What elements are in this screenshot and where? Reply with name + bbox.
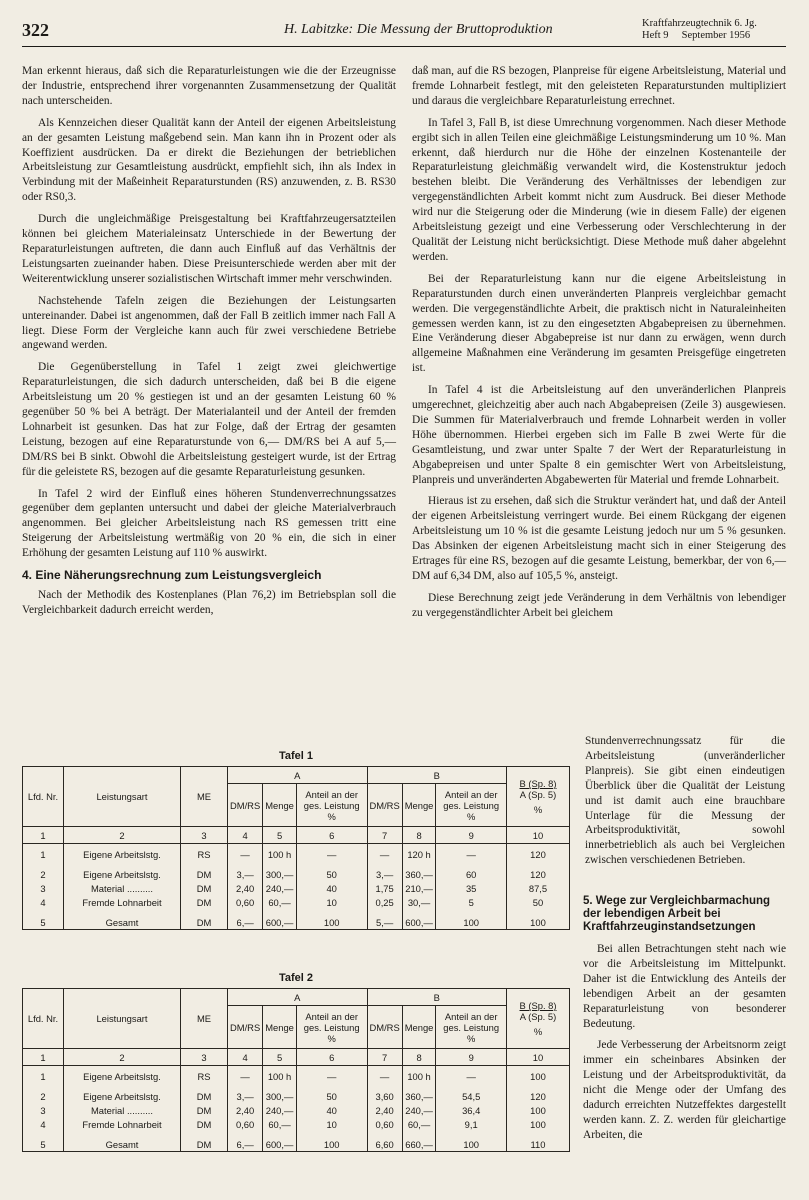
- table-cell: 9,1: [436, 1117, 507, 1131]
- table-cell: Material ..........: [64, 1103, 181, 1117]
- header-dmrs-a: DM/RS: [228, 1006, 263, 1049]
- header-anteil-b: Anteil an der ges. Leistung %: [436, 1006, 507, 1049]
- table-cell: 40: [296, 881, 367, 895]
- paragraph: Jede Verbesserung der Arbeitsnorm zeigt immer ein scheinbares Absinken der Leistung und der Arbeitsproduktivität, da nicht die Menge oder der Umfang des dadurch erreichten Nutzeffektes dargestellt werden kann. Z. Z. werden für gleichartige Arbeiten, die: [583, 1039, 786, 1141]
- left-column: [22, 64, 396, 625]
- column-number: 2: [64, 1049, 181, 1066]
- table-cell: DM: [181, 1083, 228, 1103]
- table-cell: 3,—: [228, 1083, 263, 1103]
- paragraph: daß man, auf die RS bezogen, Planpreise für eigene Arbeitsleistung, Material und fremde Lohnarbeit festlegt, mit den geleisteten Reparaturstunden multipliziert und daraus die vergleichbare Reparaturleistung errechnet.: [412, 65, 786, 107]
- table-cell: —: [436, 1066, 507, 1084]
- ratio-numerator: B (Sp. 8): [519, 778, 557, 789]
- table-cell: 50: [296, 861, 367, 881]
- table-cell: 0,60: [367, 1117, 402, 1131]
- ratio-unit: %: [533, 804, 543, 815]
- table-cell: 2,40: [228, 1103, 263, 1117]
- table-cell: 5: [436, 895, 507, 909]
- table-cell: 100: [507, 1103, 570, 1117]
- table-cell: 3,—: [228, 861, 263, 881]
- table-cell: 100: [507, 1117, 570, 1131]
- header-ratio: [507, 767, 570, 827]
- table-cell: 120 h: [402, 844, 436, 862]
- table-row: [23, 1066, 570, 1084]
- table-cell: 2,40: [228, 881, 263, 895]
- column-number: 6: [296, 1049, 367, 1066]
- table-cell: —: [296, 844, 367, 862]
- table-cell: DM: [181, 895, 228, 909]
- page-number: 322: [22, 20, 49, 40]
- table-cell: 0,60: [228, 895, 263, 909]
- column-number: 2: [64, 827, 181, 844]
- header-me: ME: [181, 989, 228, 1049]
- header-leistungsart: Leistungsart: [64, 767, 181, 827]
- table-cell: 120: [507, 844, 570, 862]
- table-cell: DM: [181, 1103, 228, 1117]
- table-cell: 4: [23, 1117, 64, 1131]
- table-cell: 6,—: [228, 909, 263, 930]
- table-cell: 100: [436, 1131, 507, 1152]
- right-column-narrow: [585, 734, 785, 874]
- tafel-2-table: [22, 988, 570, 1152]
- column-number: 9: [436, 1049, 507, 1066]
- ratio-numerator: B (Sp. 8): [519, 1000, 557, 1011]
- table-cell: —: [436, 844, 507, 862]
- header-leistungsart: Leistungsart: [64, 989, 181, 1049]
- table-cell: 100: [296, 1131, 367, 1152]
- table-cell: 100: [507, 909, 570, 930]
- table-row: [23, 861, 570, 881]
- header-anteil-a: Anteil an der ges. Leistung %: [296, 784, 367, 827]
- column-number: 5: [263, 827, 297, 844]
- paragraph: Diese Berechnung zeigt jede Veränderung in dem Verhältnis von lebendiger zu vergegenständlichter Arbeit bei gleichem: [412, 591, 786, 619]
- table-cell: Gesamt: [64, 1131, 181, 1152]
- header-lfd: Lfd. Nr.: [23, 767, 64, 827]
- table-cell: Eigene Arbeitslstg.: [64, 861, 181, 881]
- column-number: 8: [402, 827, 436, 844]
- section-heading-4: 4. Eine Näherungsrechnung zum Leistungsvergleich: [22, 568, 322, 583]
- table-cell: 36,4: [436, 1103, 507, 1117]
- table-cell: 40: [296, 1103, 367, 1117]
- table-cell: 100 h: [402, 1066, 436, 1084]
- table-cell: 2: [23, 1083, 64, 1103]
- paragraph: Hieraus ist zu ersehen, daß sich die Struktur verändert hat, und daß der Anteil der eigenen Arbeitsleistung verringert wurde. Bei einem Rückgang der eigenen Arbeitsleistung um 10 % ist die gesamte Leistung jedoch nur um 5 % gesunken. Das Absinken der eigenen Arbeitsleistung macht sich in einer Steigerung des Ertrages für eine RS, bezogen auf die gesamte Leistung, bemerkbar, der von 6,— DM auf 6,34 DM, also auf 105,5 %, ansteigt.: [412, 495, 786, 582]
- header-group-a: A: [228, 989, 368, 1006]
- table-cell: 660,—: [402, 1131, 436, 1152]
- table-cell: DM: [181, 909, 228, 930]
- table-cell: 3,—: [367, 861, 402, 881]
- column-number: 1: [23, 1049, 64, 1066]
- table-cell: DM: [181, 1131, 228, 1152]
- table-cell: 600,—: [263, 1131, 297, 1152]
- column-number: 8: [402, 1049, 436, 1066]
- table-cell: —: [228, 1066, 263, 1084]
- table-cell: —: [296, 1066, 367, 1084]
- table-cell: 0,60: [228, 1117, 263, 1131]
- running-title: H. Labitzke: Die Messung der Bruttoproduktion: [284, 22, 553, 37]
- table-cell: Eigene Arbeitslstg.: [64, 844, 181, 862]
- journal-line-1: Kraftfahrzeugtechnik 6. Jg.: [642, 18, 757, 29]
- table-cell: 100: [507, 1066, 570, 1084]
- table-cell: 360,—: [402, 1083, 436, 1103]
- table-cell: 100 h: [263, 1066, 297, 1084]
- table-cell: 120: [507, 861, 570, 881]
- ratio-unit: %: [533, 1026, 543, 1037]
- column-number: 10: [507, 1049, 570, 1066]
- table-cell: RS: [181, 844, 228, 862]
- table-cell: 100: [436, 909, 507, 930]
- column-number: 10: [507, 827, 570, 844]
- paragraph: Durch die ungleichmäßige Preisgestaltung bei Kraftfahrzeugersatzteilen können bei gleichem Materialeinsatz Unterschiede in der Bewertung der Reparaturleistungen auftreten, die dann auch Einfluß auf das Verhältnis der Leistungsarten zueinander haben. Diese Preisunterschiede werden aber mit der Weiterentwicklung unserer sozialistischen Wirtschaft immer mehr verschwinden.: [22, 213, 396, 285]
- ratio-denominator: A (Sp. 5): [519, 1011, 557, 1022]
- table-cell: 5,—: [367, 909, 402, 930]
- header-anteil-a: Anteil an der ges. Leistung %: [296, 1006, 367, 1049]
- paragraph: Stundenverrechnungssatz für die Arbeitsleistung (unveränderlicher Planpreis). Sie gibt einen eindeutigen Überblick über die Qualität der Leistung und ist damit auch eine brauchbare Unterlage für die Messung der Arbeitsproduktivität, sowohl innerbetrieblich als auch bei Vergleichen zwischen verschiedenen Betrieben.: [585, 735, 785, 867]
- table-cell: Eigene Arbeitslstg.: [64, 1083, 181, 1103]
- table-row: [23, 1103, 570, 1117]
- header-menge-a: Menge: [263, 1006, 297, 1049]
- table-cell: 50: [296, 1083, 367, 1103]
- journal-line-2: Heft 9 September 1956: [642, 30, 751, 41]
- table-cell: 240,—: [263, 1103, 297, 1117]
- table-cell: RS: [181, 1066, 228, 1084]
- table-cell: 300,—: [263, 1083, 297, 1103]
- table-cell: 50: [507, 895, 570, 909]
- table-row: [23, 881, 570, 895]
- table-cell: 100 h: [263, 844, 297, 862]
- table-cell: 1: [23, 1066, 64, 1084]
- column-number: 4: [228, 827, 263, 844]
- tafel-2: [22, 972, 570, 1152]
- header-ratio: [507, 989, 570, 1049]
- column-number: 3: [181, 1049, 228, 1066]
- table-cell: 3: [23, 1103, 64, 1117]
- header-group-a: A: [228, 767, 368, 784]
- header-menge-a: Menge: [263, 784, 297, 827]
- header-lfd: Lfd. Nr.: [23, 989, 64, 1049]
- table-cell: Fremde Lohnarbeit: [64, 895, 181, 909]
- table-cell: 600,—: [402, 909, 436, 930]
- paragraph: Bei allen Betrachtungen steht nach wie vor die Arbeitsleistung im Mittelpunkt. Daher ist die Entwicklung des Anteils der lebendigen Arbeit an der gesamten Reparaturleistung von besonderer Bedeutung.: [583, 943, 786, 1030]
- column-number: 9: [436, 827, 507, 844]
- header-menge-b: Menge: [402, 1006, 436, 1049]
- table-cell: 360,—: [402, 861, 436, 881]
- table-cell: 10: [296, 895, 367, 909]
- table-row: [23, 1131, 570, 1152]
- header-dmrs-b: DM/RS: [367, 1006, 402, 1049]
- paragraph: In Tafel 2 wird der Einfluß eines höheren Stundenverrechnungssatzes gegenüber dem geplanten untersucht und dabei der gleiche Materialverbrauch angenommen. Bei gleicher Arbeitsleistung nach RS gemessen tritt eine Steigerung der Arbeitsleistung wertmäßig von 20 % ein, die sich in einer Erhöhung der gesamten Leistung auf 110 % auswirkt.: [22, 487, 396, 560]
- table-cell: 100: [296, 909, 367, 930]
- table-cell: 6,60: [367, 1131, 402, 1152]
- paragraph: Nachstehende Tafeln zeigen die Beziehungen der Leistungsarten untereinander. Dabei ist angenommen, daß der Fall B zeitlich immer nach Fall A liegt. Diese Form der Vergleiche kann auch für zwei verschiedene Betriebe angewand werden.: [22, 294, 396, 352]
- table-cell: Material ..........: [64, 881, 181, 895]
- table-cell: Gesamt: [64, 909, 181, 930]
- table-cell: 0,25: [367, 895, 402, 909]
- header-dmrs-b: DM/RS: [367, 784, 402, 827]
- header-dmrs-a: DM/RS: [228, 784, 263, 827]
- table-cell: DM: [181, 861, 228, 881]
- paragraph: Die Gegenüberstellung in Tafel 1 zeigt zwei gleichwertige Reparaturleistungen, die sich dadurch unterscheiden, daß bei B die eigene Arbeitsleistung um 20 % gestiegen ist und an der gesamten Leistung 60 % gegenüber 50 % bei A beträgt. Der Materialanteil und der Anteil der fremden Lohnarbeit ist gesunken. Das hat zur Folge, daß der Ertrag der gesamten Leistung, bezogen auf eine Reparaturstunde von 6,— DM/RS bei A auf 5,— DM/RS bei B sinkt. Obwohl die Arbeitsleistung gesteigert wurde, ist der Ertrag für die geleistete RS, bezogen auf die gesamte Reparaturleistung gesunken.: [22, 361, 396, 478]
- table-cell: Fremde Lohnarbeit: [64, 1117, 181, 1131]
- table-cell: —: [367, 844, 402, 862]
- table-cell: 300,—: [263, 861, 297, 881]
- header-menge-b: Menge: [402, 784, 436, 827]
- table-cell: 240,—: [402, 1103, 436, 1117]
- table-row: [23, 909, 570, 930]
- table-cell: DM: [181, 1117, 228, 1131]
- table-cell: 35: [436, 881, 507, 895]
- table-row: [23, 844, 570, 862]
- table-cell: 54,5: [436, 1083, 507, 1103]
- table-row: [23, 1117, 570, 1131]
- header-group-b: B: [367, 989, 507, 1006]
- table-row: [23, 895, 570, 909]
- table-cell: —: [367, 1066, 402, 1084]
- paragraph: Man erkennt hieraus, daß sich die Reparaturleistungen wie die der Erzeugnisse der Industrie, entsprechend ihrer vorgenannten Zusammensetzung der Qualität nach unterscheiden.: [22, 65, 396, 107]
- table-cell: 60: [436, 861, 507, 881]
- paragraph: In Tafel 4 ist die Arbeitsleistung auf den unveränderlichen Planpreis umgerechnet, gleichzeitig aber auch nach Abgabepreisen (Zeile 3) ausgewiesen. Die Summen für Materialverbrauch und fremde Lohnarbeit werden in voller Höhe übernommen. Hierbei ergeben sich im Falle B zwei Werte für die Gesamtleistung, und zwar unter Spalte 7 der Wert der Reparaturleistung in Abgabepreisen und unter Spalte 8 ein gemischter Wert von Arbeitsleistung, Planpreis und unveränderten Abgabewerten für Material und fremde Lohnarbeit.: [412, 384, 786, 486]
- table-cell: 5: [23, 1131, 64, 1152]
- table-cell: 120: [507, 1083, 570, 1103]
- table-cell: 5: [23, 909, 64, 930]
- paragraph: In Tafel 3, Fall B, ist diese Umrechnung vorgenommen. Nach dieser Methode ergibt sich in allen Teilen eine gleichmäßige Leistungsminderung um 10 %. Man erkennt, daß hierdurch nur die Höhe der einzelnen Kostenanteile der Reparaturleistung gleichmäßig verwandelt wird, die Kostenstruktur jedoch bestehen bleibt. Die Veränderung des Verhältnisses der lebendigen zur vergegenständlichten Arbeit kommt nicht zum Ausdruck. Bei dieser Methode wird nur die Steigerung oder die Minderung (wie in diesem Falle) der eigenen Arbeitsleistung gezeigt und eine Verbesserung oder Verschlechterung in der Qualität der Leistung nicht berücksichtigt. Diese Methode muß daher abgelehnt werden.: [412, 116, 786, 263]
- table-row: [23, 1083, 570, 1103]
- table-cell: 2: [23, 861, 64, 881]
- header-group-b: B: [367, 767, 507, 784]
- table-cell: 210,—: [402, 881, 436, 895]
- header-rule: [22, 46, 786, 47]
- table-cell: 60,—: [263, 1117, 297, 1131]
- paragraph: Als Kennzeichen dieser Qualität kann der Anteil der eigenen Arbeitsleistung an der gesamten Leistung maßgebend sein. Man kann ihn in Prozent oder als Koeffizient ausdrücken. Da er direkt die Beziehungen der betrieblichen Arbeitsleistung zur Gesamtleistung ausdrückt, empfiehlt sich, ihn als Index in Verbindung mit der Maßeinheit Reparaturstunden (RS) anzuwenden, z. B. RS30 oder RS0,3.: [22, 116, 396, 204]
- section-heading-5: 5. Wege zur Vergleichbarmachung der lebendigen Arbeit bei Kraftfahrzeuginstandsetzungen: [583, 895, 771, 933]
- table-cell: —: [228, 844, 263, 862]
- table-cell: 60,—: [402, 1117, 436, 1131]
- column-number: 3: [181, 827, 228, 844]
- paragraph: Nach der Methodik des Kostenplanes (Plan 76,2) im Betriebsplan soll die Vergleichbarkeit dadurch erreicht werden,: [22, 589, 396, 616]
- table-cell: 30,—: [402, 895, 436, 909]
- table-cell: DM: [181, 881, 228, 895]
- right-column-section-5: [583, 895, 786, 1150]
- table-cell: 87,5: [507, 881, 570, 895]
- header-me: ME: [181, 767, 228, 827]
- right-column: [412, 64, 786, 621]
- column-number: 4: [228, 1049, 263, 1066]
- paragraph: Bei der Reparaturleistung kann nur die eigene Arbeitsleistung in Reparaturstunden durch einen unveränderten Planpreis vergleichbar gemacht werden. Die vergegenständlichte Arbeit, die praktisch nicht in Naturaleinheiten gemessen werden kann, ist zu den eingesetzten Abgabepreisen zu übernehmen. Eine Veränderung dieser Abgabepreise ist nur dann zu erwägen, wenn durch allgemeine Maßnahmen eine Veränderung im gesamten Preisgefüge eingetreten ist.: [412, 272, 786, 375]
- table-cell: 6,—: [228, 1131, 263, 1152]
- page-header: [22, 20, 790, 44]
- table-cell: 3,60: [367, 1083, 402, 1103]
- table-cell: 4: [23, 895, 64, 909]
- column-number: 1: [23, 827, 64, 844]
- table-cell: 3: [23, 881, 64, 895]
- column-number: 7: [367, 827, 402, 844]
- column-number: 6: [296, 827, 367, 844]
- column-number: 7: [367, 1049, 402, 1066]
- table-cell: 1,75: [367, 881, 402, 895]
- table-cell: 2,40: [367, 1103, 402, 1117]
- table-cell: 60,—: [263, 895, 297, 909]
- table-cell: 10: [296, 1117, 367, 1131]
- table-cell: 1: [23, 844, 64, 862]
- table-cell: 240,—: [263, 881, 297, 895]
- tafel-1-title: Tafel 1: [278, 750, 314, 762]
- journal-info: [642, 18, 757, 42]
- table-cell: 600,—: [263, 909, 297, 930]
- ratio-denominator: A (Sp. 5): [519, 789, 557, 800]
- column-number: 5: [263, 1049, 297, 1066]
- tafel-2-title: Tafel 2: [278, 972, 314, 984]
- tafel-1-table: [22, 766, 570, 930]
- table-cell: Eigene Arbeitslstg.: [64, 1066, 181, 1084]
- table-cell: 110: [507, 1131, 570, 1152]
- header-anteil-b: Anteil an der ges. Leistung %: [436, 784, 507, 827]
- tafel-1: [22, 750, 570, 930]
